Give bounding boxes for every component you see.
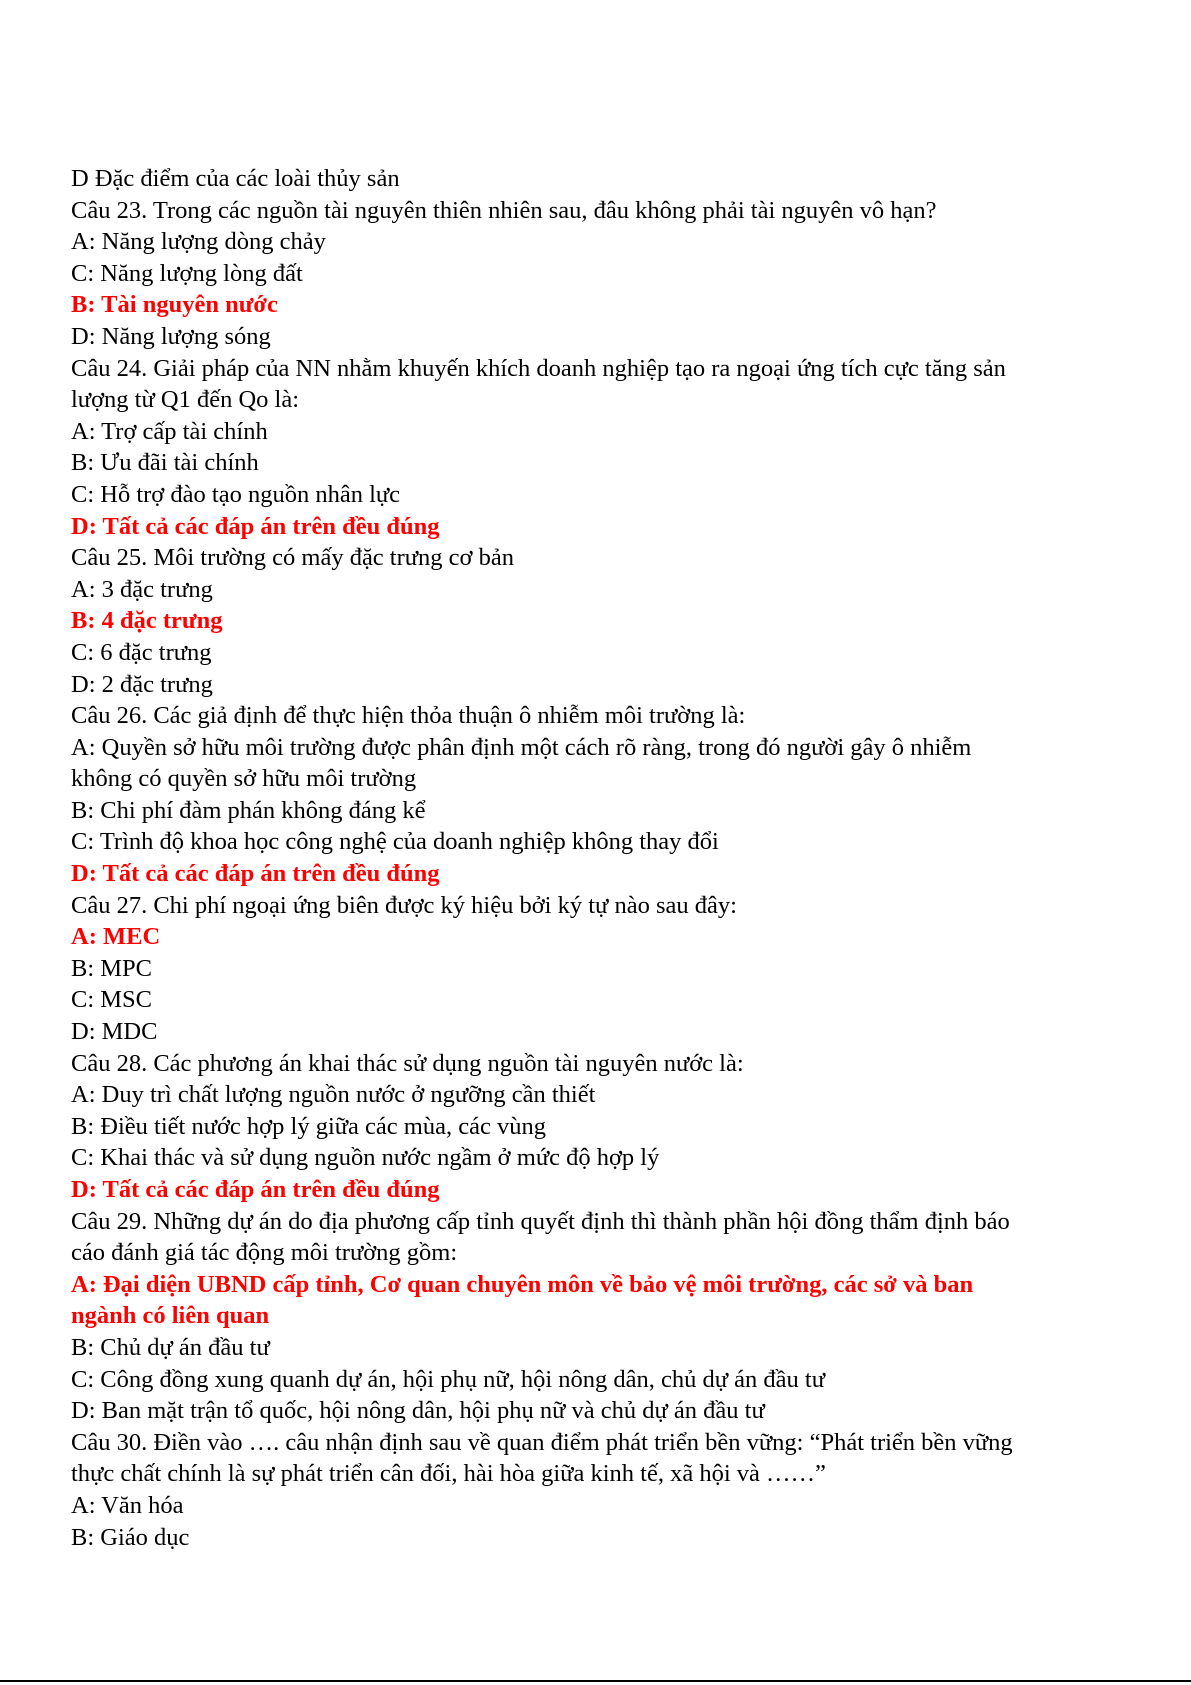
text-line: A: Quyền sở hữu môi trường được phân định một cách rõ ràng, trong đó người gây ô nhiễm (71, 733, 972, 761)
correct-answer-line: A: Đại diện UBND cấp tỉnh, Cơ quan chuyên môn về bảo vệ môi trường, các sở và ban (71, 1270, 974, 1298)
bottom-border-line (0, 1680, 1191, 1682)
text-line: A: 3 đặc trưng (71, 575, 213, 603)
text-line: Câu 23. Trong các nguồn tài nguyên thiên nhiên sau, đâu không phải tài nguyên vô hạn? (71, 196, 937, 224)
text-line: Câu 26. Các giả định để thực hiện thỏa thuận ô nhiễm môi trường là: (71, 702, 746, 730)
text-line: Câu 29. Những dự án do địa phương cấp tỉnh quyết định thì thành phần hội đồng thẩm định báo (71, 1207, 1010, 1235)
text-line: Câu 25. Môi trường có mấy đặc trưng cơ bản (71, 544, 515, 572)
text-line: Câu 28. Các phương án khai thác sử dụng nguồn tài nguyên nước là: (71, 1049, 744, 1077)
text-line: Câu 30. Điền vào …. câu nhận định sau về quan điểm phát triển bền vững: “Phát triển bền vững (71, 1428, 1013, 1456)
text-line: B: Điều tiết nước hợp lý giữa các mùa, các vùng (71, 1112, 546, 1140)
correct-answer-line: B: 4 đặc trưng (71, 607, 223, 635)
text-line: A: Văn hóa (71, 1491, 184, 1519)
text-line: C: Hỗ trợ đào tạo nguồn nhân lực (71, 480, 401, 508)
text-line: Câu 24. Giải pháp của NN nhằm khuyến khích doanh nghiệp tạo ra ngoại ứng tích cực tăng sản (71, 354, 1006, 382)
text-line: A: Năng lượng dòng chảy (71, 228, 326, 256)
text-line: D: Năng lượng sóng (71, 322, 271, 350)
text-line: B: Ưu đãi tài chính (71, 449, 259, 477)
text-line: C: 6 đặc trưng (71, 638, 212, 666)
document-page (71, 163, 1131, 1553)
text-line: D Đặc điểm của các loài thủy sản (71, 165, 400, 192)
text-line: B: Chủ dự án đầu tư (71, 1333, 270, 1361)
text-line: A: Duy trì chất lượng nguồn nước ở ngưỡng cần thiết (71, 1081, 596, 1109)
text-line: A: Trợ cấp tài chính (71, 417, 268, 445)
text-line: D: Ban mặt trận tổ quốc, hội nông dân, hội phụ nữ và chủ dự án đầu tư (71, 1397, 765, 1425)
text-line: thực chất chính là sự phát triển cân đối, hài hòa giữa kinh tế, xã hội và ……” (71, 1460, 826, 1488)
text-line: C: MSC (71, 986, 153, 1014)
text-line: D: MDC (71, 1018, 158, 1046)
correct-answer-line: ngành có liên quan (71, 1302, 270, 1330)
text-line: Câu 27. Chi phí ngoại ứng biên được ký hiệu bởi ký tự nào sau đây: (71, 891, 737, 919)
text-line: D: 2 đặc trưng (71, 670, 213, 698)
correct-answer-line: A: MEC (71, 923, 161, 951)
text-line: C: Trình độ khoa học công nghệ của doanh nghiệp không thay đổi (71, 828, 719, 856)
text-line: C: Khai thác và sử dụng nguồn nước ngầm ở mức độ hợp lý (71, 1144, 660, 1172)
correct-answer-line: D: Tất cả các đáp án trên đều đúng (71, 1176, 440, 1203)
text-line: B: MPC (71, 954, 153, 982)
text-line: cáo đánh giá tác động môi trường gồm: (71, 1239, 458, 1267)
correct-answer-line: B: Tài nguyên nước (71, 291, 278, 319)
text-line: B: Giáo dục (71, 1523, 190, 1551)
correct-answer-line: D: Tất cả các đáp án trên đều đúng (71, 512, 440, 540)
text-line: B: Chi phí đàm phán không đáng kể (71, 796, 426, 824)
correct-answer-line: D: Tất cả các đáp án trên đều đúng (71, 860, 440, 888)
text-line: lượng từ Q1 đến Qo là: (71, 386, 300, 414)
text-line: không có quyền sở hữu môi trường (71, 765, 417, 793)
text-line: C: Công đồng xung quanh dự án, hội phụ nữ, hội nông dân, chủ dự án đầu tư (71, 1365, 826, 1393)
text-line: C: Năng lượng lòng đất (71, 259, 303, 287)
